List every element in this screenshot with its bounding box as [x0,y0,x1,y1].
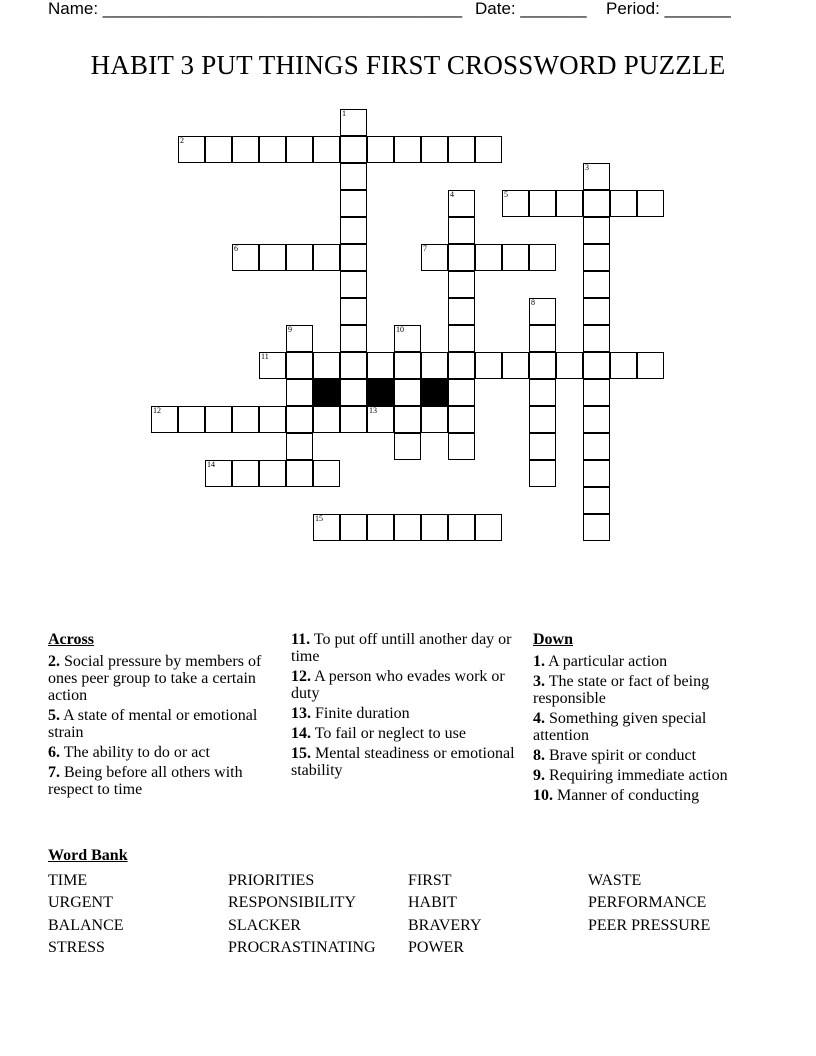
grid-cell[interactable] [394,406,421,433]
clue-number: 11 [261,352,269,361]
grid-cell[interactable] [583,190,610,217]
grid-cell[interactable] [448,244,475,271]
word-bank-item: URGENT [48,894,113,912]
grid-cell[interactable] [448,271,475,298]
word-bank-item: FIRST [408,872,452,889]
clue-number: 6 [234,244,238,253]
grid-cell[interactable] [394,379,421,406]
grid-cell[interactable] [529,460,556,487]
grid-cell[interactable] [556,352,583,379]
grid-cell[interactable] [340,514,367,541]
grid-cell[interactable] [232,244,259,271]
clue-across-13: 13. Finite duration [291,705,410,722]
grid-cell[interactable] [502,190,529,217]
grid-cell[interactable] [340,325,367,352]
grid-cell[interactable] [583,325,610,352]
across-clues-continued [291,631,526,782]
grid-cell[interactable] [286,244,313,271]
grid-cell[interactable] [448,406,475,433]
grid-cell[interactable] [340,352,367,379]
grid-cell[interactable] [583,298,610,325]
grid-cell[interactable] [448,352,475,379]
grid-cell[interactable] [313,352,340,379]
clue-across-2: 2. Social pressure by members of ones peer group to take a certain action [48,653,262,704]
grid-cell[interactable] [286,406,313,433]
grid-cell[interactable] [286,352,313,379]
grid-cell[interactable] [637,190,664,217]
word-bank-item: RESPONSIBILITY [228,894,357,912]
grid-cell[interactable] [259,136,286,163]
clue-number: 13 [369,406,377,415]
clue-number: 14 [207,460,215,469]
grid-cell[interactable] [583,460,610,487]
clue-number: 4 [450,190,454,199]
grid-cell[interactable] [448,514,475,541]
down-heading: Down [533,631,574,648]
grid-cell[interactable] [583,406,610,433]
grid-cell[interactable] [232,460,259,487]
grid-cell[interactable] [313,244,340,271]
grid-cell[interactable] [448,325,475,352]
grid-cell[interactable] [313,514,340,541]
clue-down-10: 10. Manner of conducting [533,787,700,804]
grid-cell[interactable] [151,406,178,433]
grid-cell[interactable] [529,379,556,406]
grid-cell[interactable] [448,190,475,217]
word-bank-item: PRIORITIES [228,872,315,889]
grid-cell[interactable] [475,352,502,379]
grid-cell[interactable] [205,406,232,433]
grid-cell[interactable] [529,406,556,433]
grid-cell[interactable] [529,298,556,325]
grid-cell[interactable] [259,460,286,487]
grid-cell[interactable] [340,190,367,217]
word-bank-item: POWER [408,938,464,956]
grid-cell[interactable] [529,190,556,217]
grid-cell[interactable] [286,460,313,487]
name-field-label: Name: ______________________________________ [48,0,463,18]
grid-block [367,379,394,406]
grid-cell[interactable] [259,352,286,379]
grid-cell[interactable] [448,433,475,460]
grid-cell[interactable] [421,514,448,541]
date-field-label: Date: _______ [475,0,587,18]
grid-cell[interactable] [421,244,448,271]
grid-cell[interactable] [421,136,448,163]
grid-cell[interactable] [394,325,421,352]
grid-cell[interactable] [448,379,475,406]
word-bank-column-1 [48,870,124,959]
grid-cell[interactable] [340,244,367,271]
word-bank-item: SLACKER [228,916,301,934]
clue-number: 2 [180,136,184,145]
grid-cell[interactable] [286,136,313,163]
grid-cell[interactable] [421,352,448,379]
grid-cell[interactable] [205,136,232,163]
grid-cell[interactable] [286,379,313,406]
grid-cell[interactable] [340,163,367,190]
grid-cell[interactable] [583,379,610,406]
word-bank-item: WASTE [588,872,642,889]
grid-cell[interactable] [340,298,367,325]
grid-cell[interactable] [367,406,394,433]
word-bank-item: STRESS [48,938,105,956]
grid-cell[interactable] [232,136,259,163]
grid-cell[interactable] [529,325,556,352]
grid-cell[interactable] [583,271,610,298]
down-clues [533,631,748,807]
clue-number: 3 [585,163,589,172]
clue-across-11: 11. To put off untill another day or time [291,631,512,665]
grid-cell[interactable] [610,352,637,379]
clue-number: 10 [396,325,404,334]
clue-down-1: 1. A particular action [533,653,668,670]
page-title: HABIT 3 PUT THINGS FIRST CROSSWORD PUZZLE [90,50,726,80]
grid-cell[interactable] [367,136,394,163]
grid-cell[interactable] [394,514,421,541]
grid-cell[interactable] [205,460,232,487]
clue-number: 5 [504,190,508,199]
grid-cell[interactable] [286,325,313,352]
grid-cell[interactable] [394,433,421,460]
clue-across-15: 15. Mental steadiness or emotional stability [291,745,515,779]
word-bank-item: BRAVERY [408,916,482,934]
grid-cell[interactable] [394,352,421,379]
grid-cell[interactable] [340,217,367,244]
grid-cell[interactable] [556,190,583,217]
clue-down-8: 8. Brave spirit or conduct [533,747,697,764]
grid-cell[interactable] [421,406,448,433]
clue-down-4: 4. Something given special attention [533,710,707,744]
grid-cell[interactable] [475,514,502,541]
clue-down-9: 9. Requiring immediate action [533,767,728,784]
grid-cell[interactable] [259,244,286,271]
grid-cell[interactable] [610,190,637,217]
grid-cell[interactable] [178,406,205,433]
period-field-label: Period: _______ [606,0,731,18]
grid-cell[interactable] [583,487,610,514]
grid-cell[interactable] [583,163,610,190]
grid-cell[interactable] [178,136,205,163]
clue-down-3: 3. The state or fact of being responsible [533,673,710,707]
grid-cell[interactable] [475,244,502,271]
clue-number: 8 [531,298,535,307]
grid-cell[interactable] [583,217,610,244]
grid-cell[interactable] [448,136,475,163]
word-bank-heading: Word Bank [48,847,128,864]
grid-cell[interactable] [340,136,367,163]
grid-cell[interactable] [394,136,421,163]
grid-cell[interactable] [502,352,529,379]
grid-cell[interactable] [529,352,556,379]
word-bank-item: BALANCE [48,916,124,934]
grid-cell[interactable] [637,352,664,379]
clue-across-5: 5. A state of mental or emotional strain [48,707,258,741]
across-heading: Across [48,631,94,648]
grid-block [313,379,340,406]
grid-cell[interactable] [448,298,475,325]
word-bank-column-4 [588,870,710,937]
word-bank-item: HABIT [408,894,457,912]
clue-across-12: 12. A person who evades work or duty [291,668,505,702]
grid-cell[interactable] [583,433,610,460]
clue-number: 1 [342,109,346,118]
grid-cell[interactable] [529,433,556,460]
clue-number: 9 [288,325,292,334]
grid-cell[interactable] [286,433,313,460]
clue-number: 12 [153,406,161,415]
clue-across-7: 7. Being before all others with respect to time [48,764,243,798]
grid-cell[interactable] [340,109,367,136]
grid-cell[interactable] [313,460,340,487]
across-clues [48,631,283,801]
grid-cell[interactable] [313,136,340,163]
grid-cell[interactable] [340,271,367,298]
grid-cell[interactable] [367,514,394,541]
word-bank-item: PERFORMANCE [588,894,707,912]
grid-cell[interactable] [583,352,610,379]
grid-block [421,379,448,406]
clue-across-6: 6. The ability to do or act [48,744,210,761]
grid-cell[interactable] [367,352,394,379]
grid-cell[interactable] [313,406,340,433]
grid-cell[interactable] [340,406,367,433]
grid-cell[interactable] [259,406,286,433]
word-bank-item: TIME [48,872,88,889]
word-bank-item: PEER PRESSURE [588,916,711,934]
grid-cell[interactable] [583,244,610,271]
word-bank-item: PROCRASTINATING [228,938,376,956]
grid-cell[interactable] [232,406,259,433]
grid-cell[interactable] [583,514,610,541]
grid-cell[interactable] [340,379,367,406]
grid-cell[interactable] [502,244,529,271]
word-bank-column-3 [408,870,482,959]
clue-number: 15 [315,514,323,523]
word-bank-column-2 [228,870,376,959]
grid-cell[interactable] [475,136,502,163]
grid-cell[interactable] [448,217,475,244]
clue-number: 7 [423,244,427,253]
clue-across-14: 14. To fail or neglect to use [291,725,466,742]
grid-cell[interactable] [529,244,556,271]
